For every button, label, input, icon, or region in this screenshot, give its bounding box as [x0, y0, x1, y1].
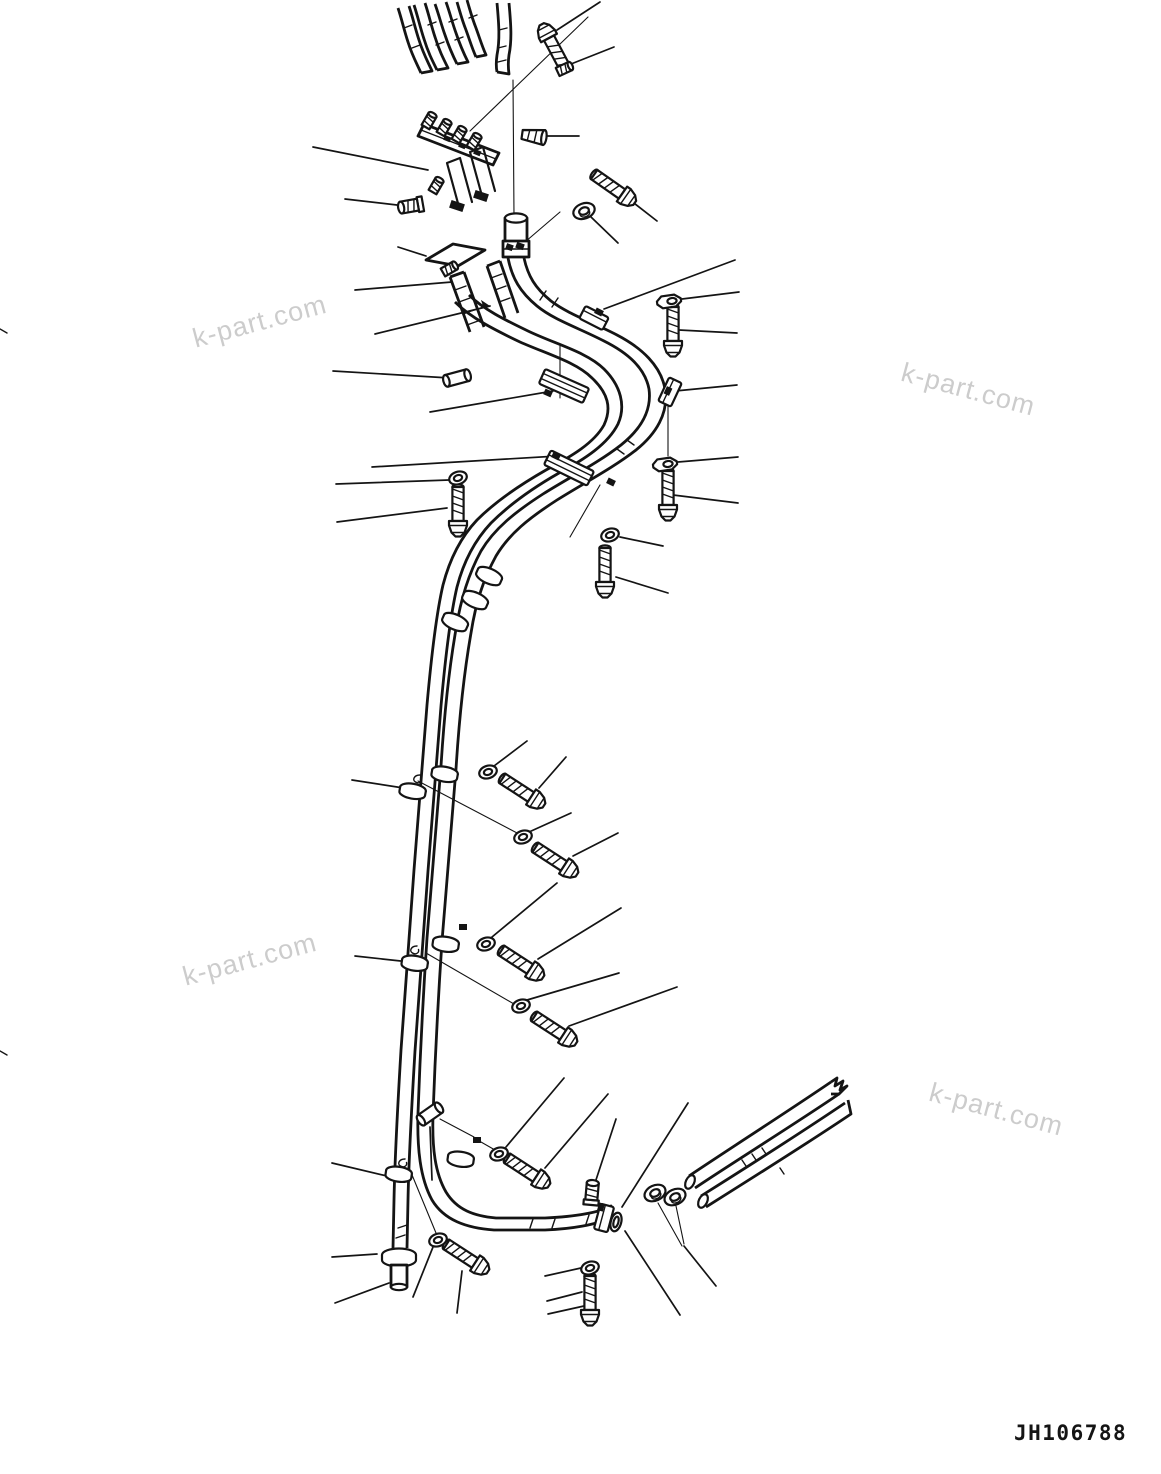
callout-leader: [569, 987, 677, 1026]
callout-leader: [547, 1292, 582, 1301]
callout-leader: [333, 371, 450, 378]
washer-part: [513, 828, 534, 845]
callout-leader: [481, 1142, 495, 1150]
callout-leader: [470, 17, 588, 131]
callout-leader: [398, 247, 426, 256]
pilot-tube-stub: [496, 3, 511, 74]
bolt-part: [449, 484, 467, 536]
callout-leader: [673, 495, 738, 503]
collar-part: [460, 588, 490, 612]
callout-leader: [332, 1254, 377, 1257]
elbow-fitting: [503, 213, 529, 257]
bolt-part: [659, 468, 677, 520]
collar-part: [432, 935, 460, 953]
watermark-text: k-part.com: [898, 357, 1039, 422]
callout-leader: [538, 908, 621, 959]
collar-part: [399, 782, 427, 801]
nipple-part: [422, 111, 438, 130]
dot-part: [606, 478, 616, 487]
bolt-part: [528, 839, 581, 882]
callout-leader: [620, 537, 663, 546]
callout-leader: [336, 480, 449, 484]
watermark-text: k-part.com: [179, 927, 320, 992]
callout-leader: [492, 883, 557, 937]
washer-part: [478, 763, 499, 780]
callout-leader: [594, 1119, 616, 1186]
plug-part: [397, 196, 424, 215]
washer-part: [580, 1259, 601, 1276]
washer-part: [476, 935, 497, 952]
tube-assembly-rear: [393, 295, 622, 1248]
collar-part: [474, 564, 504, 588]
callout-leader: [430, 391, 553, 412]
callout-leader: [678, 457, 738, 462]
jhook-part: [411, 946, 419, 954]
bolt-part: [527, 1008, 580, 1051]
bolt-part: [495, 770, 548, 813]
callout-leader: [506, 1078, 564, 1147]
bolt-part: [596, 545, 614, 597]
callout-leader: [675, 385, 737, 391]
callout-leader: [539, 757, 566, 788]
collar-part: [447, 1150, 475, 1168]
cone-part: [521, 127, 547, 145]
clamp-lg-part: [539, 369, 589, 403]
dot-part: [473, 1137, 481, 1143]
washer-part: [600, 526, 621, 543]
callout-leader: [684, 1246, 716, 1286]
callout-leader: [337, 508, 447, 522]
callout-leader: [570, 485, 600, 537]
dot-part: [459, 924, 467, 930]
callout-leader: [372, 456, 558, 467]
callout-leader: [679, 330, 737, 333]
callout-leader: [440, 1119, 474, 1137]
callout-leader: [457, 1271, 462, 1313]
callout-leader: [625, 1231, 680, 1315]
callout-leader: [573, 833, 618, 856]
washer-part: [448, 469, 469, 486]
callout-leader: [355, 282, 452, 290]
callout-leader: [529, 813, 571, 832]
hose-stub-group: [398, 0, 486, 73]
tube-assembly-front: [418, 258, 666, 1230]
callout-leader: [545, 1268, 581, 1276]
callout-leader: [658, 1203, 682, 1246]
callout-leader: [513, 80, 514, 217]
callout-leader-lines: [313, 2, 739, 1315]
callout-leader: [548, 1306, 584, 1314]
hose-bottom-right: [683, 1078, 851, 1209]
bolt-part: [500, 1150, 553, 1193]
bolt-part: [664, 304, 682, 356]
callout-leader: [571, 47, 614, 64]
callout-leader: [616, 577, 668, 593]
bolt-part: [581, 1273, 599, 1325]
callout-leader: [332, 1163, 387, 1176]
washer-part: [511, 997, 532, 1014]
callout-leader: [545, 1094, 608, 1168]
drawing-number: JH106788: [1014, 1421, 1128, 1445]
callout-leader: [494, 741, 527, 766]
watermark-text: k-part.com: [926, 1077, 1067, 1142]
bolt-part: [587, 166, 640, 211]
callout-leader: [345, 199, 397, 205]
edge-artifacts: [0, 329, 7, 1055]
bolt-part: [494, 942, 547, 985]
callout-leader: [591, 217, 618, 243]
jhook-part: [399, 1159, 407, 1167]
collar-part: [440, 610, 470, 634]
watermark-text: k-part.com: [189, 289, 330, 354]
watermark-layer: [179, 289, 1066, 1142]
callout-leader: [682, 292, 739, 299]
bolt-part: [439, 1236, 492, 1279]
plug-part: [583, 1179, 600, 1205]
callout-leader: [313, 147, 428, 170]
callout-leader: [335, 1283, 389, 1303]
nipple-part: [429, 176, 445, 195]
sleeve-part: [442, 369, 472, 388]
